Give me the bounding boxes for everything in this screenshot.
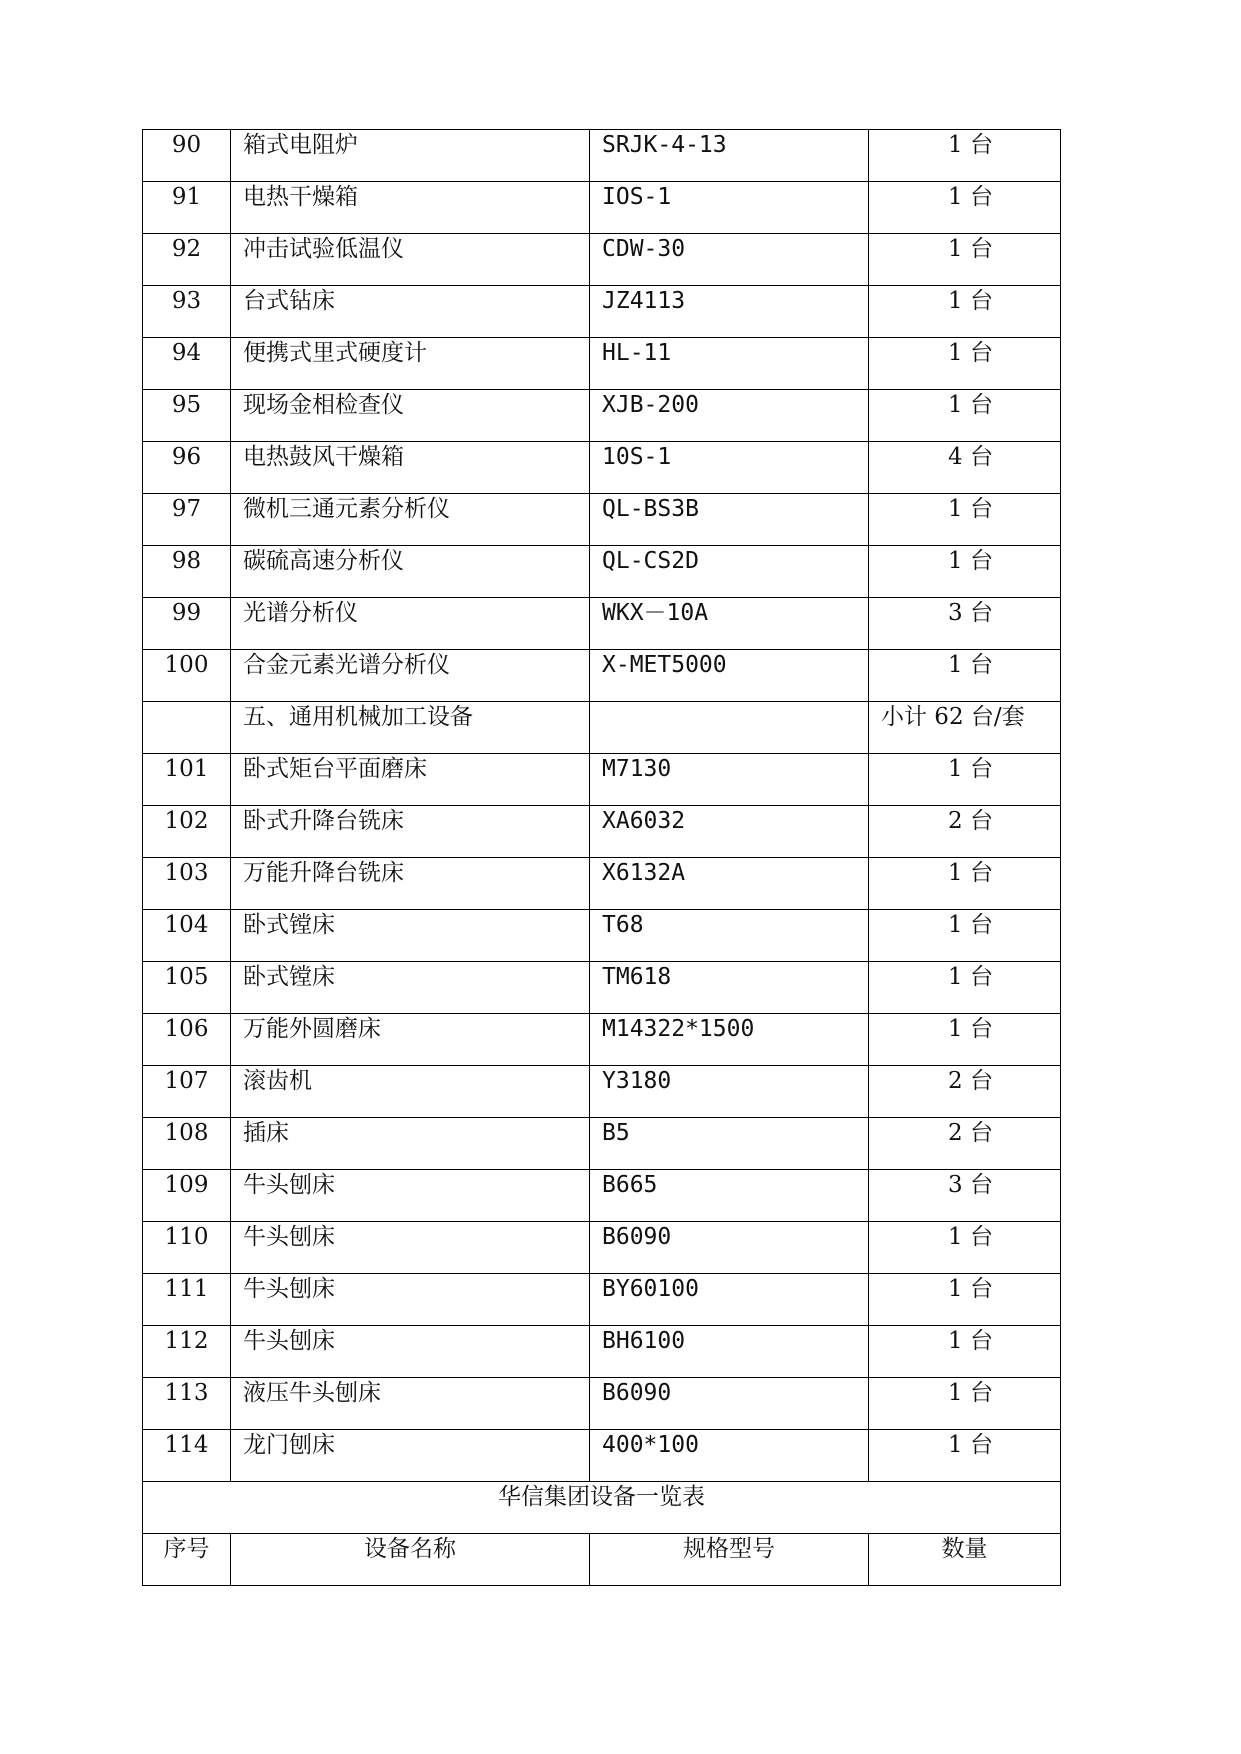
equipment-name: 台式钻床 <box>243 288 335 313</box>
row-number: 110 <box>164 1224 209 1249</box>
table-row <box>143 130 1061 182</box>
model-spec-cell <box>590 442 869 494</box>
table-row <box>143 962 1061 1014</box>
model-spec: BY60100 <box>602 1276 699 1301</box>
row-number: 93 <box>171 288 202 313</box>
model-spec-cell <box>590 1170 869 1222</box>
model-spec-cell <box>590 858 869 910</box>
row-number-cell <box>143 494 231 546</box>
row-number: 90 <box>171 132 202 157</box>
row-number: 100 <box>164 652 209 677</box>
equipment-name-cell <box>231 650 590 702</box>
section-no-cell <box>143 702 231 754</box>
quantity: 1 台 <box>948 184 993 209</box>
quantity-cell <box>869 1274 1061 1326</box>
quantity: 1 台 <box>948 1380 993 1405</box>
model-spec-cell <box>590 234 869 286</box>
equipment-name: 便携式里式硬度计 <box>243 340 427 365</box>
quantity-cell <box>869 1014 1061 1066</box>
model-spec-cell <box>590 1378 869 1430</box>
table-row <box>143 234 1061 286</box>
row-number-cell <box>143 442 231 494</box>
row-number: 104 <box>164 912 209 937</box>
equipment-name-cell <box>231 1014 590 1066</box>
model-spec-cell <box>590 1430 869 1482</box>
quantity: 1 台 <box>948 964 993 989</box>
quantity-cell <box>869 494 1061 546</box>
model-spec-cell <box>590 650 869 702</box>
rows-after-section <box>143 754 1061 1482</box>
equipment-name-cell <box>231 1326 590 1378</box>
row-number-cell <box>143 234 231 286</box>
equipment-name: 微机三通元素分析仪 <box>243 496 450 521</box>
quantity-cell <box>869 286 1061 338</box>
header-model-cell <box>590 1534 869 1586</box>
quantity-cell <box>869 754 1061 806</box>
model-spec: B665 <box>602 1172 658 1197</box>
table-row <box>143 338 1061 390</box>
model-spec: 10S-1 <box>602 444 672 469</box>
model-spec: B6090 <box>602 1380 672 1405</box>
quantity: 3 台 <box>948 600 993 625</box>
row-number-cell <box>143 130 231 182</box>
table-row <box>143 1430 1061 1482</box>
section-name-cell <box>231 702 590 754</box>
model-spec: HL-11 <box>602 340 672 365</box>
quantity-cell <box>869 1066 1061 1118</box>
equipment-name: 万能升降台铣床 <box>243 860 404 885</box>
table-row <box>143 858 1061 910</box>
quantity: 1 台 <box>948 236 993 261</box>
model-spec-cell <box>590 286 869 338</box>
header-model: 规格型号 <box>683 1536 775 1561</box>
equipment-name-cell <box>231 338 590 390</box>
model-spec: Y3180 <box>602 1068 672 1093</box>
table-row <box>143 1014 1061 1066</box>
quantity-cell <box>869 910 1061 962</box>
model-spec: QL-CS2D <box>602 548 699 573</box>
row-number: 92 <box>171 236 202 261</box>
model-spec: BH6100 <box>602 1328 686 1353</box>
quantity: 1 台 <box>948 132 993 157</box>
equipment-name: 万能外圆磨床 <box>243 1016 381 1041</box>
equipment-name: 牛头刨床 <box>243 1172 335 1197</box>
equipment-name: 电热鼓风干燥箱 <box>243 444 404 469</box>
quantity-cell <box>869 806 1061 858</box>
equipment-name-cell <box>231 1118 590 1170</box>
model-spec: SRJK-4-13 <box>602 132 727 157</box>
row-number-cell <box>143 1066 231 1118</box>
table-row <box>143 1326 1061 1378</box>
row-number-cell <box>143 910 231 962</box>
row-number-cell <box>143 962 231 1014</box>
equipment-name: 牛头刨床 <box>243 1224 335 1249</box>
quantity: 2 台 <box>948 1120 993 1145</box>
row-number-cell <box>143 1222 231 1274</box>
equipment-name: 液压牛头刨床 <box>243 1380 381 1405</box>
equipment-name: 电热干燥箱 <box>243 184 358 209</box>
row-number: 108 <box>164 1120 209 1145</box>
row-number-cell <box>143 1378 231 1430</box>
row-number: 102 <box>164 808 209 833</box>
model-spec: M14322*1500 <box>602 1016 755 1041</box>
equipment-name-cell <box>231 1274 590 1326</box>
table-row <box>143 598 1061 650</box>
row-number-cell <box>143 754 231 806</box>
model-spec-cell <box>590 338 869 390</box>
equipment-name: 卧式升降台铣床 <box>243 808 404 833</box>
row-number-cell <box>143 286 231 338</box>
model-spec-cell <box>590 494 869 546</box>
model-spec: 400*100 <box>602 1432 699 1457</box>
row-number-cell <box>143 1014 231 1066</box>
quantity: 2 台 <box>948 1068 993 1093</box>
quantity: 1 台 <box>948 340 993 365</box>
row-number: 112 <box>164 1328 209 1353</box>
model-spec: T68 <box>602 912 644 937</box>
model-spec-cell <box>590 1066 869 1118</box>
equipment-name-cell <box>231 1170 590 1222</box>
quantity-cell <box>869 962 1061 1014</box>
row-number-cell <box>143 1170 231 1222</box>
table-row <box>143 1222 1061 1274</box>
table-title: 华信集团设备一览表 <box>498 1484 705 1509</box>
model-spec: B6090 <box>602 1224 672 1249</box>
table-footer <box>143 1482 1061 1586</box>
equipment-name: 碳硫高速分析仪 <box>243 548 404 573</box>
equipment-name-cell <box>231 182 590 234</box>
table-row <box>143 494 1061 546</box>
quantity: 1 台 <box>948 1016 993 1041</box>
table-title-cell <box>143 1482 1061 1534</box>
row-number: 98 <box>171 548 202 573</box>
row-number: 96 <box>171 444 202 469</box>
quantity-cell <box>869 858 1061 910</box>
quantity-cell <box>869 442 1061 494</box>
row-number-cell <box>143 1118 231 1170</box>
section-subtotal: 小计 62 台/套 <box>881 704 1025 729</box>
equipment-name-cell <box>231 286 590 338</box>
model-spec: B5 <box>602 1120 630 1145</box>
title-row <box>143 1482 1061 1534</box>
equipment-name: 合金元素光谱分析仪 <box>243 652 450 677</box>
quantity: 1 台 <box>948 1276 993 1301</box>
row-number-cell <box>143 858 231 910</box>
row-number: 105 <box>164 964 209 989</box>
row-number-cell <box>143 338 231 390</box>
row-number-cell <box>143 1430 231 1482</box>
row-number: 101 <box>164 756 209 781</box>
row-number-cell <box>143 806 231 858</box>
row-number: 106 <box>164 1016 209 1041</box>
quantity-cell <box>869 182 1061 234</box>
model-spec: XA6032 <box>602 808 686 833</box>
equipment-name-cell <box>231 1066 590 1118</box>
equipment-name-cell <box>231 546 590 598</box>
quantity-cell <box>869 1430 1061 1482</box>
section-name: 五、通用机械加工设备 <box>243 704 473 729</box>
equipment-name: 光谱分析仪 <box>243 600 358 625</box>
row-number-cell <box>143 598 231 650</box>
model-spec: X-MET5000 <box>602 652 727 677</box>
row-number: 91 <box>171 184 202 209</box>
model-spec: CDW-30 <box>602 236 686 261</box>
quantity-cell <box>869 1170 1061 1222</box>
model-spec: XJB-200 <box>602 392 699 417</box>
equipment-name-cell <box>231 754 590 806</box>
quantity-cell <box>869 1118 1061 1170</box>
table-row <box>143 1066 1061 1118</box>
quantity: 1 台 <box>948 756 993 781</box>
model-spec-cell <box>590 546 869 598</box>
header-qty-cell <box>869 1534 1061 1586</box>
equipment-name-cell <box>231 962 590 1014</box>
quantity: 1 台 <box>948 1328 993 1353</box>
model-spec: IOS-1 <box>602 184 672 209</box>
equipment-name: 箱式电阻炉 <box>243 132 358 157</box>
model-spec-cell <box>590 390 869 442</box>
equipment-name-cell <box>231 390 590 442</box>
table-row <box>143 286 1061 338</box>
model-spec: M7130 <box>602 756 672 781</box>
model-spec-cell <box>590 1118 869 1170</box>
quantity: 1 台 <box>948 1224 993 1249</box>
model-spec-cell <box>590 1274 869 1326</box>
section-row <box>143 702 1061 754</box>
row-number-cell <box>143 546 231 598</box>
quantity-cell <box>869 234 1061 286</box>
row-number-cell <box>143 390 231 442</box>
table-row <box>143 754 1061 806</box>
equipment-table <box>142 129 1061 1586</box>
rows-before-section <box>143 130 1061 702</box>
row-number: 107 <box>164 1068 209 1093</box>
row-number: 114 <box>164 1432 209 1457</box>
model-spec-cell <box>590 182 869 234</box>
equipment-name: 冲击试验低温仪 <box>243 236 404 261</box>
equipment-name-cell <box>231 130 590 182</box>
model-spec: X6132A <box>602 860 686 885</box>
quantity-cell <box>869 338 1061 390</box>
quantity-cell <box>869 1222 1061 1274</box>
equipment-name: 现场金相检查仪 <box>243 392 404 417</box>
table-row <box>143 1274 1061 1326</box>
header-name-cell <box>231 1534 590 1586</box>
model-spec-cell <box>590 130 869 182</box>
row-number: 99 <box>171 600 202 625</box>
quantity: 4 台 <box>948 444 993 469</box>
quantity: 1 台 <box>948 652 993 677</box>
table-row <box>143 1118 1061 1170</box>
model-spec-cell <box>590 1014 869 1066</box>
equipment-name-cell <box>231 858 590 910</box>
header-no-cell <box>143 1534 231 1586</box>
table-row <box>143 910 1061 962</box>
row-number: 111 <box>164 1276 209 1301</box>
quantity-cell <box>869 598 1061 650</box>
model-spec: JZ4113 <box>602 288 686 313</box>
quantity-cell <box>869 130 1061 182</box>
model-spec-cell <box>590 910 869 962</box>
model-spec-cell <box>590 754 869 806</box>
model-spec: QL-BS3B <box>602 496 699 521</box>
quantity-cell <box>869 1326 1061 1378</box>
table-row <box>143 546 1061 598</box>
equipment-name-cell <box>231 234 590 286</box>
equipment-name-cell <box>231 494 590 546</box>
quantity: 3 台 <box>948 1172 993 1197</box>
equipment-name: 牛头刨床 <box>243 1276 335 1301</box>
equipment-name: 滚齿机 <box>243 1068 312 1093</box>
section-header <box>143 702 1061 754</box>
table-row <box>143 390 1061 442</box>
equipment-name-cell <box>231 806 590 858</box>
equipment-name-cell <box>231 1222 590 1274</box>
quantity-cell <box>869 546 1061 598</box>
table-row <box>143 806 1061 858</box>
quantity-cell <box>869 390 1061 442</box>
row-number-cell <box>143 1326 231 1378</box>
row-number-cell <box>143 1274 231 1326</box>
header-no: 序号 <box>163 1536 210 1561</box>
row-number: 109 <box>164 1172 209 1197</box>
table-row <box>143 1378 1061 1430</box>
model-spec: TM618 <box>602 964 672 989</box>
row-number: 113 <box>164 1380 209 1405</box>
equipment-name: 卧式矩台平面磨床 <box>243 756 427 781</box>
quantity-cell <box>869 1378 1061 1430</box>
header-name: 设备名称 <box>364 1536 456 1561</box>
header-qty: 数量 <box>941 1536 988 1561</box>
equipment-name: 牛头刨床 <box>243 1328 335 1353</box>
quantity: 1 台 <box>948 1432 993 1457</box>
equipment-name-cell <box>231 442 590 494</box>
equipment-name: 卧式镗床 <box>243 964 335 989</box>
equipment-name: 卧式镗床 <box>243 912 335 937</box>
quantity: 1 台 <box>948 548 993 573</box>
quantity: 1 台 <box>948 392 993 417</box>
model-spec-cell <box>590 598 869 650</box>
row-number: 103 <box>164 860 209 885</box>
section-model-cell <box>590 702 869 754</box>
section-subtotal-cell <box>869 702 1061 754</box>
model-spec-cell <box>590 806 869 858</box>
model-spec-cell <box>590 962 869 1014</box>
equipment-name: 龙门刨床 <box>243 1432 335 1457</box>
row-number: 95 <box>171 392 202 417</box>
quantity: 2 台 <box>948 808 993 833</box>
table-row <box>143 442 1061 494</box>
quantity-cell <box>869 650 1061 702</box>
table-row <box>143 182 1061 234</box>
row-number-cell <box>143 650 231 702</box>
table-row <box>143 650 1061 702</box>
quantity: 1 台 <box>948 496 993 521</box>
equipment-name-cell <box>231 1430 590 1482</box>
model-spec: WKX－10A <box>602 600 709 625</box>
equipment-name: 插床 <box>243 1120 289 1145</box>
row-number: 94 <box>171 340 202 365</box>
quantity: 1 台 <box>948 860 993 885</box>
equipment-name-cell <box>231 598 590 650</box>
quantity: 1 台 <box>948 288 993 313</box>
model-spec-cell <box>590 1222 869 1274</box>
equipment-name-cell <box>231 910 590 962</box>
table-row <box>143 1170 1061 1222</box>
row-number-cell <box>143 182 231 234</box>
quantity: 1 台 <box>948 912 993 937</box>
row-number: 97 <box>171 496 202 521</box>
model-spec-cell <box>590 1326 869 1378</box>
header-row <box>143 1534 1061 1586</box>
equipment-name-cell <box>231 1378 590 1430</box>
